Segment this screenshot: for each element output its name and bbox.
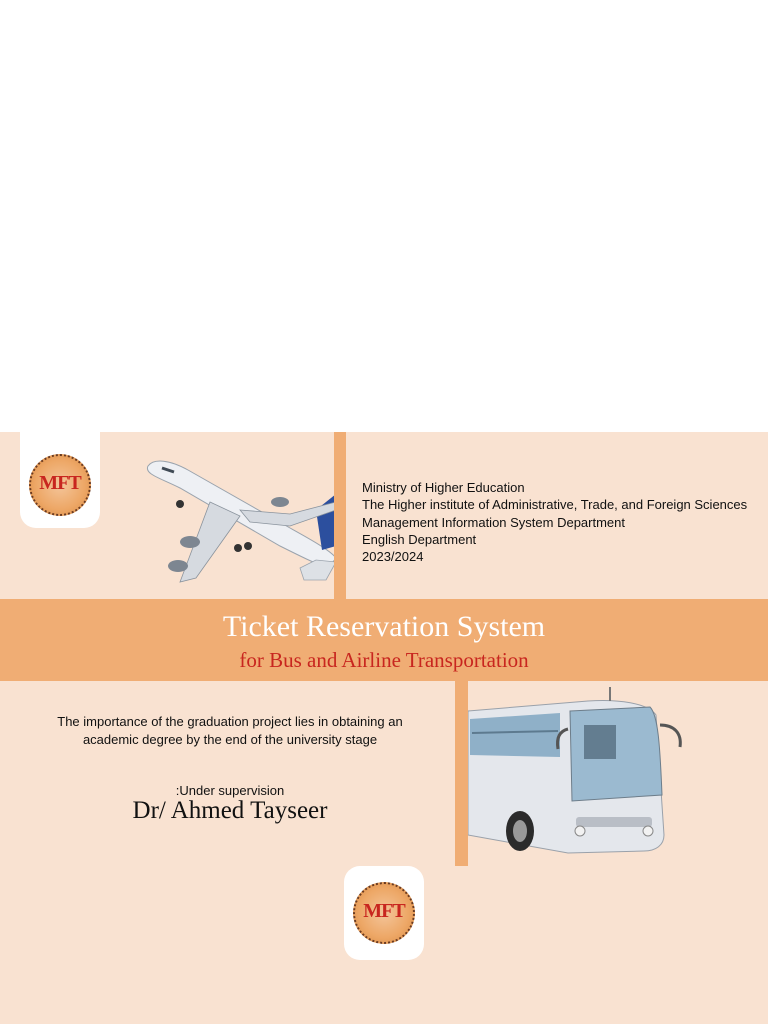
ministry-line: Ministry of Higher Education (362, 480, 525, 495)
institute-logo-top (20, 432, 100, 528)
supervisor-name: Dr/ Ahmed Tayseer (132, 797, 328, 824)
importance-text: The importance of the graduation project lies in obtaining an academic degree by the end of the university stage (57, 714, 403, 747)
year-line: 2023/2024 (362, 549, 424, 565)
institute-seal (353, 882, 415, 944)
institute-logo-bottom (344, 866, 424, 960)
accent-bar-top (334, 432, 346, 600)
institute-line: The Higher institute of Administrative, Trade, and Foreign Sciences (362, 497, 748, 513)
institute-seal (29, 454, 91, 516)
department-line: Management Information System Department (362, 514, 626, 530)
english-department-line: English Department (362, 531, 477, 547)
supervision-label: :Under supervision (175, 783, 285, 798)
logo-letters: MFT (39, 472, 81, 494)
accent-bar-bottom (455, 680, 468, 866)
bus-image (468, 685, 694, 857)
document-title: Ticket Reservation System (222, 610, 546, 643)
logo-letters: MFT (363, 900, 405, 922)
institution-info (362, 479, 747, 565)
document-subtitle: for Bus and Airline Transportation (239, 648, 529, 672)
airplane-image (140, 450, 336, 590)
